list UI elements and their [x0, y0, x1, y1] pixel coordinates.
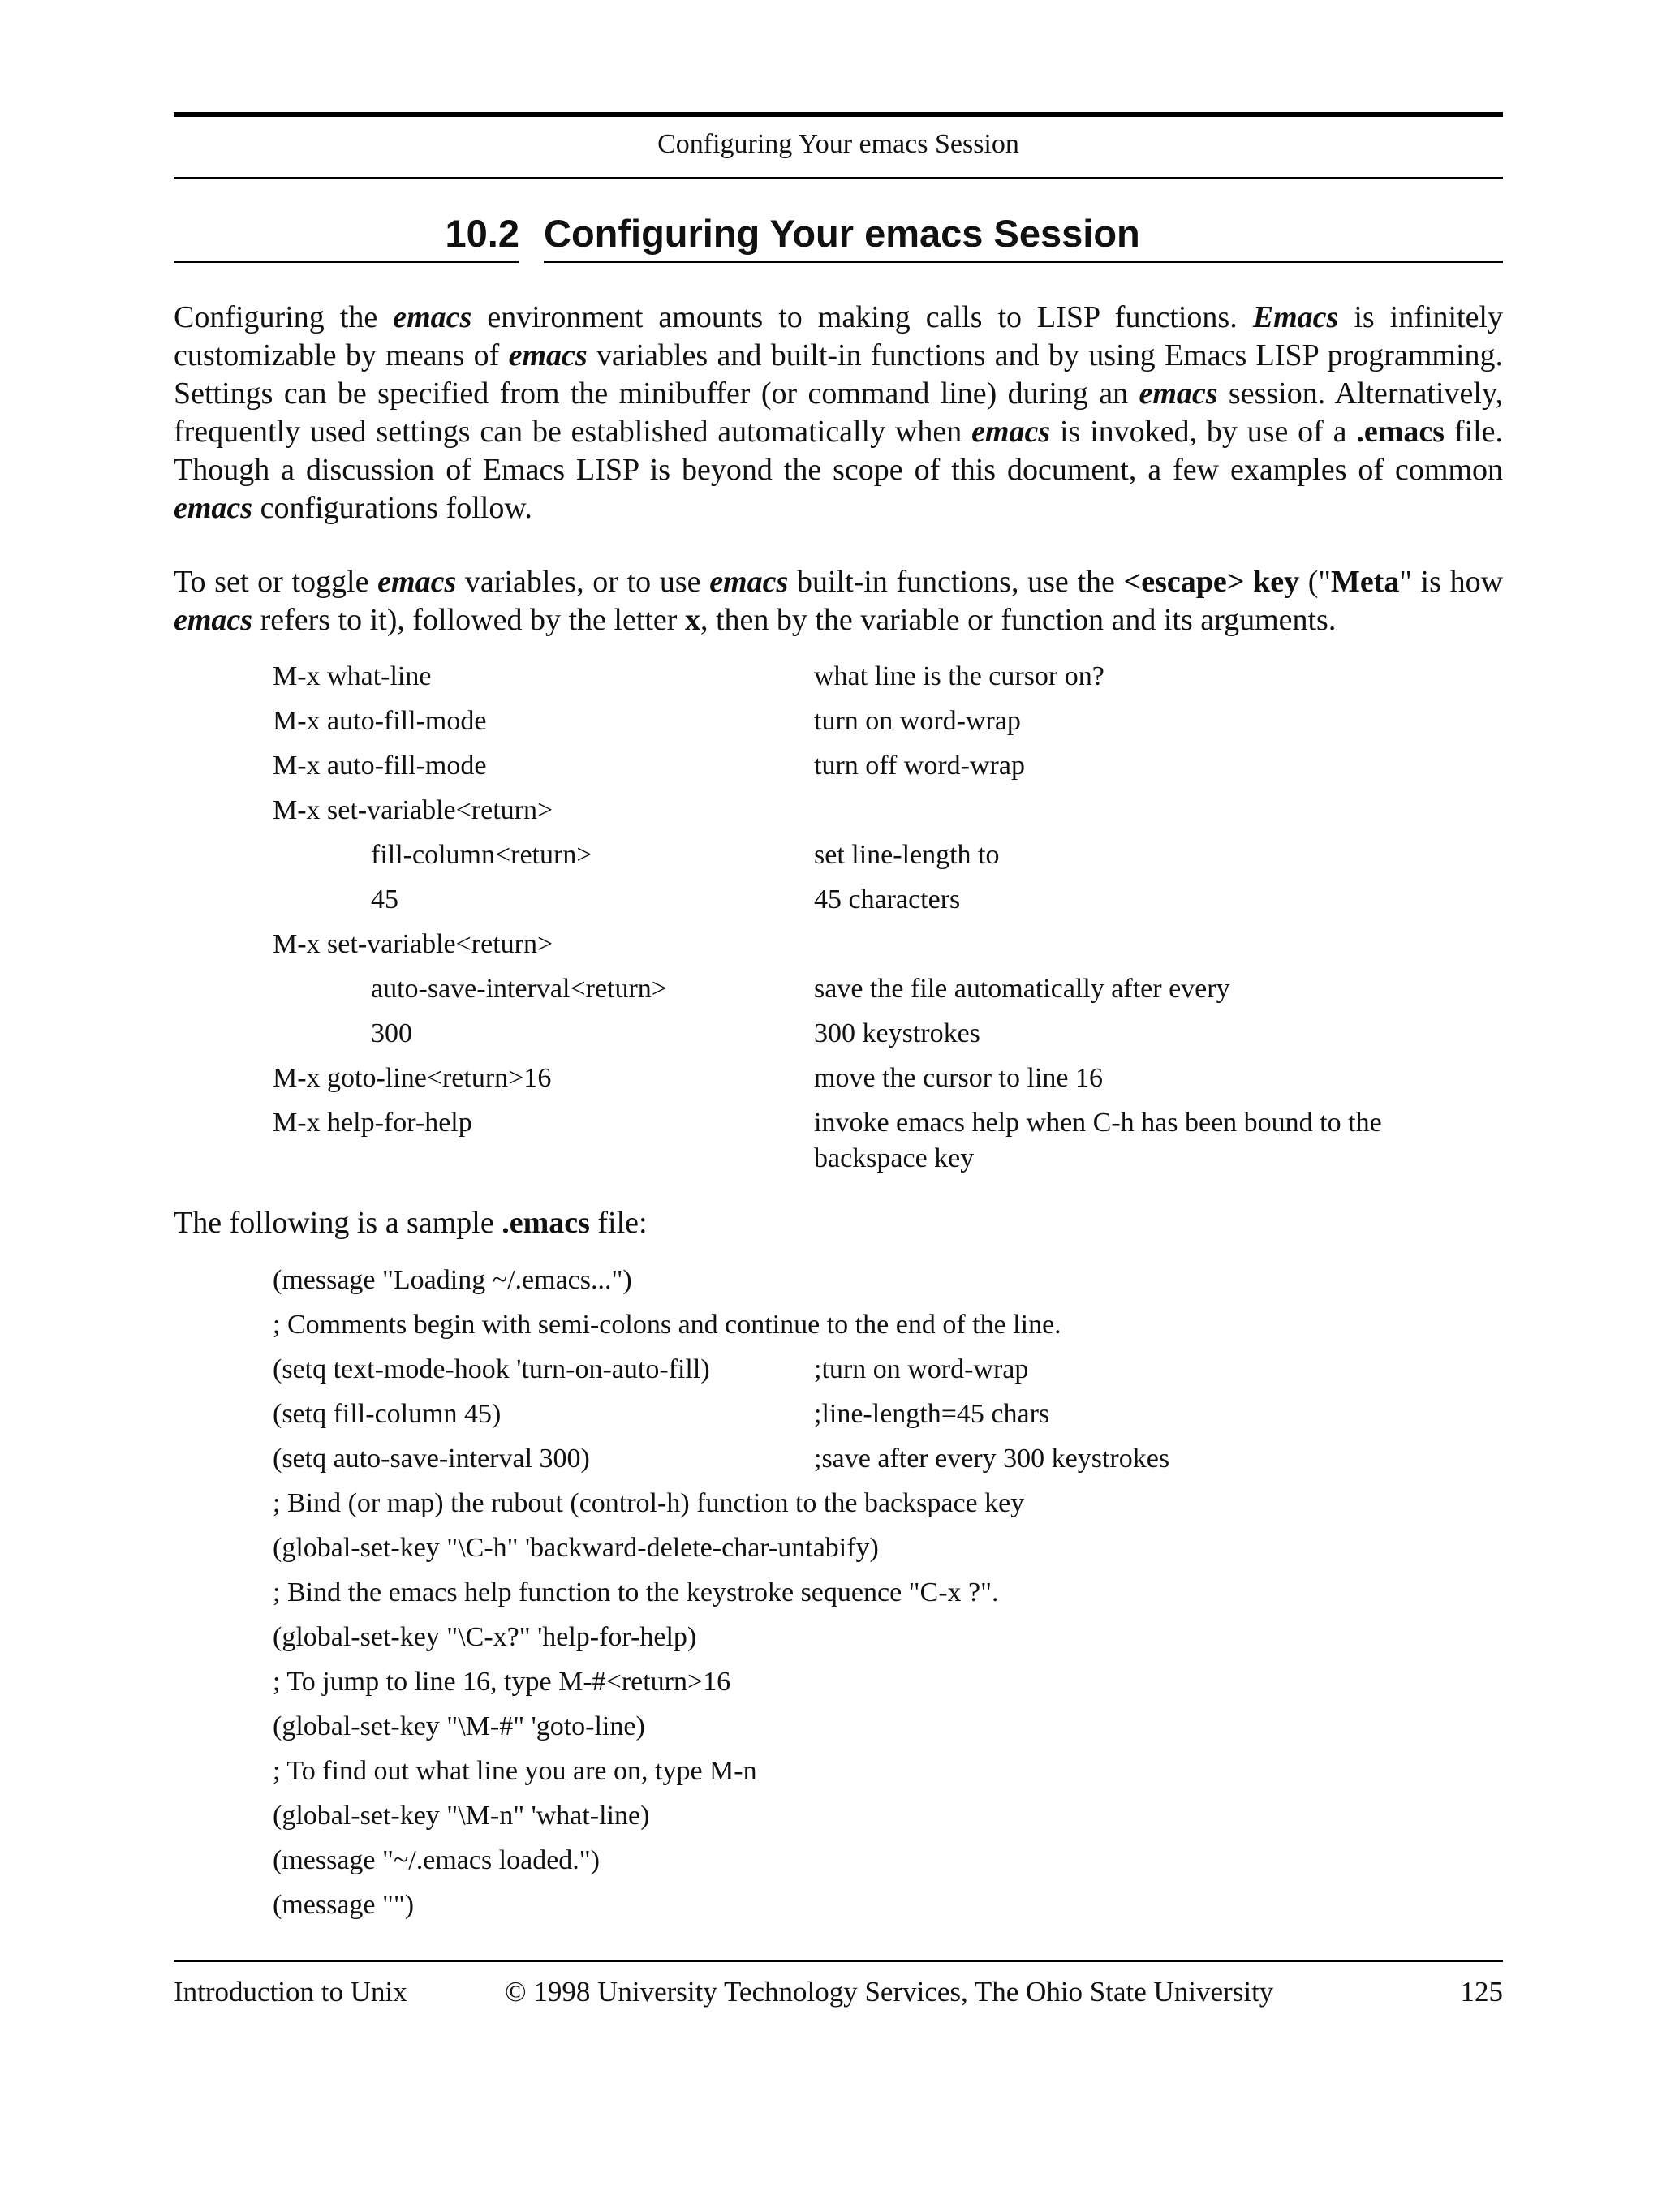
- command-row: M-x goto-line<return>16: [273, 1063, 552, 1093]
- section-number: 10.2: [445, 212, 519, 255]
- command-description: save the file automatically after every: [814, 974, 1230, 1004]
- command-description: invoke emacs help when C-h has been bound to the backspace key: [814, 1108, 1382, 1173]
- code-line: (message "~/.emacs loaded."): [273, 1845, 601, 1875]
- code-line: (message "Loading ~/.emacs..."): [273, 1265, 632, 1295]
- code-line: (setq auto-save-interval 300): [273, 1444, 590, 1474]
- code-line: (setq fill-column 45): [273, 1399, 502, 1429]
- command-description: 300 keystrokes: [814, 1018, 980, 1048]
- footer-copyright: © 1998 University Technology Services, The Ohio State University: [505, 1976, 1274, 2008]
- meta-key-paragraph: To set or toggle emacs variables, or to use emacs built-in functions, use the <escape> key ("Meta" is how emacs refers to it), followed by the letter x, then by the variable or function and its arguments.: [174, 565, 1504, 637]
- command-description: move the cursor to line 16: [814, 1063, 1103, 1093]
- code-line: ; Bind (or map) the rubout (control-h) function to the backspace key: [273, 1488, 1025, 1518]
- command-row: 300: [371, 1018, 412, 1048]
- code-line: ; Comments begin with semi-colons and continue to the end of the line.: [273, 1310, 1061, 1340]
- command-row: M-x what-line: [273, 661, 432, 691]
- command-row: M-x set-variable<return>: [273, 929, 553, 959]
- command-description: turn on word-wrap: [814, 706, 1021, 736]
- intro-paragraph: Configuring the emacs environment amounts to making calls to LISP functions. Emacs is infinitely customizable by means of emacs variables and built-in functions and by using Emacs LISP programming. Settings can be specified from the minibuffer (or command line) during an emacs session. Alternatively, frequently used settings can be established automatically when emacs is invoked, by use of a .emacs file. Though a discussion of Emacs LISP is beyond the scope of this document, a few examples of common emacs configurations follow.: [174, 300, 1504, 525]
- command-description: 45 characters: [814, 884, 961, 914]
- section-rule-right: [544, 261, 1503, 263]
- command-row: M-x help-for-help: [273, 1108, 472, 1138]
- sample-file-intro: The following is a sample .emacs file:: [174, 1206, 648, 1240]
- command-row: auto-save-interval<return>: [371, 974, 667, 1004]
- code-line: (message ""): [273, 1890, 415, 1920]
- page-number: 125: [1460, 1976, 1503, 2008]
- command-row: M-x auto-fill-mode: [273, 706, 487, 736]
- command-description: set line-length to: [814, 840, 1000, 870]
- command-row: 45: [371, 884, 398, 914]
- code-comment: ;line-length=45 chars: [814, 1399, 1050, 1429]
- footer-rule: [174, 1960, 1503, 1962]
- footer-book-title: Introduction to Unix: [174, 1976, 407, 2008]
- code-line: ; To jump to line 16, type M-#<return>16: [273, 1667, 731, 1697]
- command-row: M-x set-variable<return>: [273, 795, 553, 825]
- code-line: ; To find out what line you are on, type M-n: [273, 1756, 757, 1786]
- command-description: what line is the cursor on?: [814, 661, 1104, 691]
- section-rule-left: [174, 261, 519, 263]
- code-line: (global-set-key "\M-#" 'goto-line): [273, 1711, 645, 1741]
- section-title: Configuring Your emacs Session: [544, 212, 1140, 255]
- command-row: fill-column<return>: [371, 840, 592, 870]
- running-header: Configuring Your emacs Session: [657, 129, 1019, 159]
- code-line: (global-set-key "\M-n" 'what-line): [273, 1801, 650, 1831]
- header-rule: [174, 177, 1503, 179]
- code-comment: ;turn on word-wrap: [814, 1354, 1029, 1384]
- code-line: ; Bind the emacs help function to the keystroke sequence "C-x ?".: [273, 1577, 999, 1607]
- code-line: (global-set-key "\C-x?" 'help-for-help): [273, 1622, 697, 1652]
- code-line: (setq text-mode-hook 'turn-on-auto-fill): [273, 1354, 710, 1384]
- code-line: (global-set-key "\C-h" 'backward-delete-char-untabify): [273, 1533, 879, 1563]
- code-comment: ;save after every 300 keystrokes: [814, 1444, 1170, 1474]
- command-description: turn off word-wrap: [814, 751, 1025, 781]
- top-rule: [174, 112, 1503, 117]
- command-row: M-x auto-fill-mode: [273, 751, 487, 781]
